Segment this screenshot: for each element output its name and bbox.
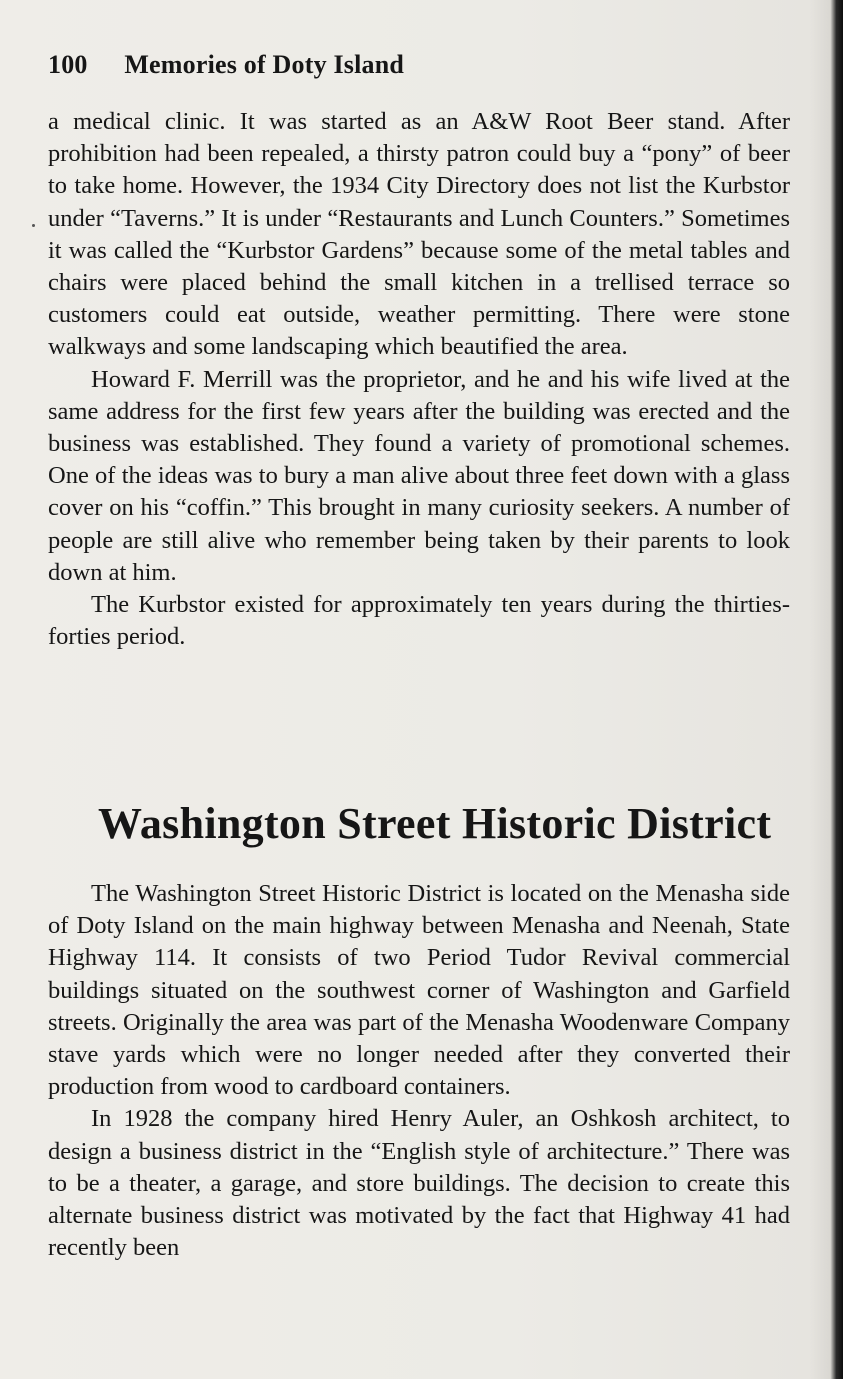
washington-street-text-block bbox=[48, 878, 790, 1264]
margin-dot bbox=[32, 224, 35, 227]
paragraph: Howard F. Merrill was the proprietor, and he and his wife lived at the same address for the first few years after the building was erected and the business was established. They found a variety of promotional schemes. One of the ideas was to bury a man alive about three feet down with a glass cover on his “coffin.” This brought in many curiosity seekers. A number of people are still alive who remember being taken by their parents to look down at him. bbox=[48, 365, 790, 586]
kurbstor-text-block bbox=[48, 106, 790, 653]
book-title: Memories of Doty Island bbox=[124, 50, 405, 79]
paragraph: In 1928 the company hired Henry Auler, an Oshkosh architect, to design a business district in the “English style of architecture.” There was to be a theater, a garage, and store buildings. The decision to create this alternate business district was motivated by the fact that Highway 41 had recently been bbox=[48, 1105, 790, 1262]
running-header bbox=[48, 50, 404, 80]
section-heading: Washington Street Historic District bbox=[98, 799, 772, 848]
paragraph: a medical clinic. It was started as an A&W Root Beer stand. After prohibition had been repealed, a thirsty patron could buy a “pony” of beer to take home. However, the 1934 City Directory does not list the Kurbstor under “Taverns.” It is under “Restaurants and Lunch Counters.” Sometimes it was called the “Kurbstor Gardens” because some of the metal tables and chairs were placed behind the small kitchen in a trellised terrace so customers could eat outside, weather permitting. There were stone walkways and some landscaping which beautified the area. bbox=[48, 108, 790, 361]
paragraph: The Kurbstor existed for approximately ten years during the thirties-forties period. bbox=[48, 591, 790, 651]
page-number: 100 bbox=[48, 50, 88, 79]
paragraph: The Washington Street Historic District is located on the Menasha side of Doty Island on the main highway between Menasha and Neenah, State Highway 114. It consists of two Period Tudor Revival commercial buildings situated on the southwest corner of Washington and Garfield streets. Originally the area was part of the Menasha Woodenware Company stave yards which were no longer needed after they converted their production from wood to cardboard containers. bbox=[48, 880, 790, 1101]
